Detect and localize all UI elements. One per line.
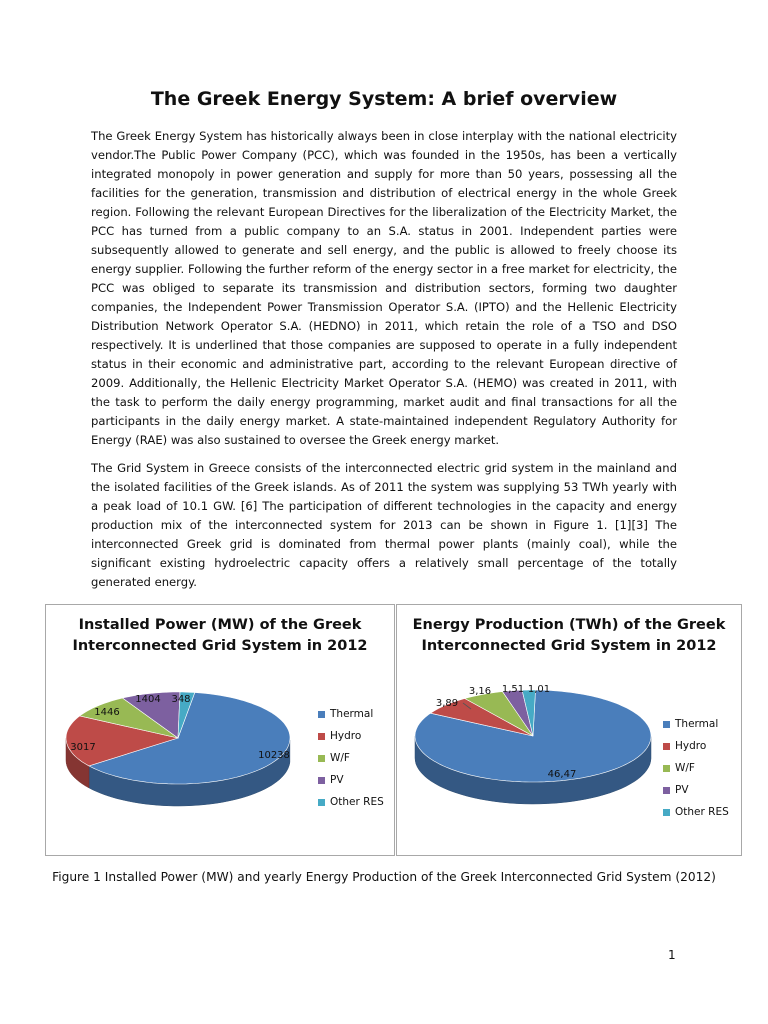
data-label-w-f: 3,16 <box>468 686 492 697</box>
chart-title: Installed Power (MW) of the Greek Interconnected Grid System in 2012 <box>72 617 368 654</box>
legend-item-hydro <box>663 735 729 757</box>
data-label-other-res: 348 <box>171 694 191 705</box>
legend-swatch <box>318 711 325 718</box>
legend-label: PV <box>675 784 689 796</box>
legend-swatch <box>318 755 325 762</box>
legend-label: Hydro <box>675 740 707 752</box>
legend-swatch <box>318 799 325 806</box>
page-number: 1 <box>668 948 676 962</box>
data-label-pv: 1,51 <box>501 684 525 695</box>
data-label-thermal: 46,47 <box>547 769 577 780</box>
data-label-pv: 1404 <box>135 694 161 705</box>
data-label-hydro: 3,89 <box>435 698 459 709</box>
legend-item-thermal <box>663 713 729 735</box>
chart-title: Energy Production (TWh) of the Greek Interconnected Grid System in 2012 <box>412 617 726 654</box>
legend-item-other-res <box>663 801 729 823</box>
legend-item-hydro <box>318 725 384 747</box>
paragraph-overview: The Greek Energy System has historically always been in close interplay with the national electricity vendor.The Public Power Company (PCC), which was founded in the 1950s, has been a vertically integrated monopoly in power generation and supply for more than 50 years, possessing all the facilities for the generation, transmission and distribution of electrical energy in the whole Greek region. Following the relevant European Directives for the liberalization of the Electricity Market, the PCC has turned from a public company to an S.A. status in 2001. Independent parties were subsequently allowed to generate and sell energy, and the public is allowed to freely choose its energy supplier. Following the further reform of the energy sector in a free market for electricity, the PCC was obliged to separate its transmission and distribution sectors, forming two daughter companies, the Independent Power Transmission Operator S.A. (IPTO) and the Hellenic Electricity Distribution Network Operator S.A. (HEDNO) in 2011, which retain the role of a TSO and DSO respectively. It is underlined that those companies are supposed to operate in a fully independent status in their economic and administrative part, according to the relevant European directive of 2009. Additionally, the Hellenic Electricity Market Operator S.A. (HEMO) was created in 2011, with the task to perform the daily energy programming, market audit and final transactions for all the participants in the daily energy market. A state-maintained independent Regulatory Authority for Energy (RAE) was also sustained to oversee the Greek energy market. <box>91 129 677 447</box>
legend-label: PV <box>330 774 344 786</box>
legend-swatch <box>663 809 670 816</box>
paragraph-grid-system: The Grid System in Greece consists of the interconnected electric grid system in the mainland and the isolated facilities of the Greek islands. As of 2011 the system was supplying 53 TWh yearly with a peak load of 10.1 GW. [6] The participation of different technologies in the capacity and energy production mix of the interconnected system for 2013 can be shown in Figure 1. [1][3] The interconnected Greek grid is dominated from thermal power plants (mainly coal), while the significant existing hydroelectric capacity offers a relatively small percentage of the totally generated energy. <box>91 461 677 589</box>
legend-item-other-res <box>318 791 384 813</box>
legend-item-pv <box>318 769 384 791</box>
energy-production-chart <box>396 604 742 856</box>
legend-swatch <box>318 733 325 740</box>
data-label-hydro: 3017 <box>70 742 96 753</box>
legend-item-w-f <box>663 757 729 779</box>
legend-swatch <box>663 743 670 750</box>
legend-label: W/F <box>675 762 695 774</box>
legend-item-thermal <box>318 703 384 725</box>
page-title: The Greek Energy System: A brief overview <box>150 88 618 110</box>
legend-label: Hydro <box>330 730 362 742</box>
legend-label: Other RES <box>675 806 729 818</box>
data-label-other-res: 1,01 <box>527 684 551 695</box>
legend-label: Other RES <box>330 796 384 808</box>
figure-caption: Figure 1 Installed Power (MW) and yearly Energy Production of the Greek Interconnected Grid System (2012) <box>52 870 716 884</box>
legend-swatch <box>318 777 325 784</box>
data-label-w-f: 1446 <box>94 707 120 718</box>
legend-item-pv <box>663 779 729 801</box>
chart-legend <box>663 713 729 823</box>
legend-swatch <box>663 721 670 728</box>
installed-power-chart <box>45 604 395 856</box>
legend-item-w-f <box>318 747 384 769</box>
legend-swatch <box>663 765 670 772</box>
legend-label: Thermal <box>675 718 719 730</box>
legend-label: Thermal <box>330 708 374 720</box>
data-label-thermal: 10238 <box>258 750 290 761</box>
chart-legend <box>318 703 384 813</box>
legend-label: W/F <box>330 752 350 764</box>
legend-swatch <box>663 787 670 794</box>
